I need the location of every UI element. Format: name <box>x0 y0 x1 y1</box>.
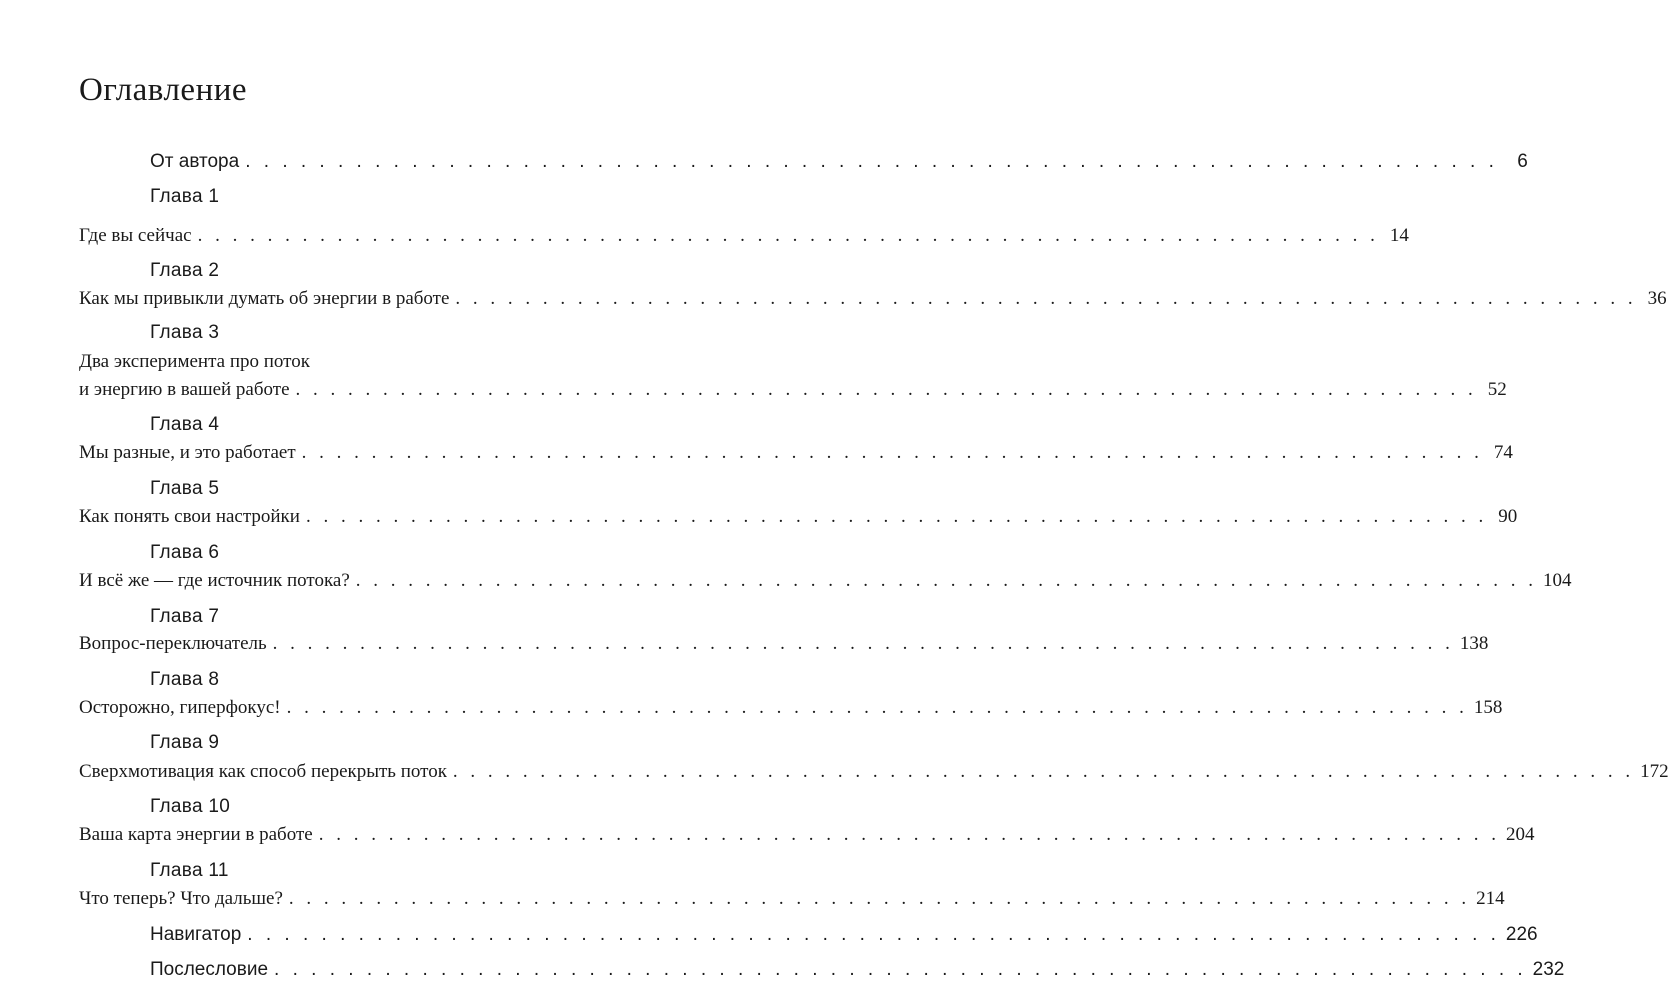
chapter-label: Глава 5 <box>150 478 220 499</box>
toc-entry-title: Что теперь? Что дальше? <box>79 888 283 909</box>
dot-leader: . . . . . . . . . . . . . . . . . . . . . . . . . . . . . . . . . . . . . . . . . . . . . . . . . . . . . . . . . . . . . . . . . . . . <box>247 924 1500 945</box>
toc-entry-title-line-1[interactable]: Два эксперимента про поток <box>79 351 310 372</box>
toc-page-number: 90 <box>1498 506 1518 527</box>
toc-page-number: 158 <box>1473 697 1503 718</box>
dot-leader: . . . . . . . . . . . . . . . . . . . . . . . . . . . . . . . . . . . . . . . . . . . . . . . . . . . . . . . . . . . . . . . . . . . . <box>288 888 1471 909</box>
toc-entry-chapter-9[interactable] <box>79 761 1669 783</box>
toc-page-number: 138 <box>1459 633 1489 654</box>
toc-entry-title: Сверхмотивация как способ перекрыть поток <box>79 761 447 782</box>
chapter-label: Глава 4 <box>150 414 220 435</box>
chapter-label: Глава 2 <box>150 260 220 281</box>
chapter-label: Глава 7 <box>150 606 220 627</box>
chapter-label: Глава 8 <box>150 669 220 690</box>
toc-page-number: 104 <box>1543 570 1572 591</box>
chapter-label: Глава 3 <box>150 322 220 343</box>
toc-entry-chapter-10[interactable] <box>79 824 1535 846</box>
toc-entry-from-author[interactable] <box>150 151 1528 173</box>
dot-leader: . . . . . . . . . . . . . . . . . . . . . . . . . . . . . . . . . . . . . . . . . . . . . . . . . . . . . . . . . . . . . . . . . . . . <box>318 824 1500 845</box>
chapter-label: Глава 1 <box>150 186 220 207</box>
toc-page-number: 214 <box>1476 888 1505 909</box>
dot-leader: . . . . . . . . . . . . . . . . . . . . . . . . . . . . . . . . . . . . . . . . . . . . . . . . . . . . . . . . . . . . . . . . . . . . <box>245 151 1498 172</box>
dot-leader: . . . . . . . . . . . . . . . . . . . . . . . . . . . . . . . . . . . . . . . . . . . . . . . . . . . . . . . . . . . . . . . . . . . . <box>197 225 1379 246</box>
toc-page-number: 204 <box>1505 824 1535 845</box>
toc-entry-chapter-4[interactable] <box>79 442 1513 464</box>
toc-page-number: 226 <box>1505 924 1538 945</box>
toc-entry-title-line-2: и энергию в вашей работе <box>79 379 290 400</box>
toc-entry-chapter-7[interactable] <box>79 633 1489 655</box>
dot-leader: . . . . . . . . . . . . . . . . . . . . . . . . . . . . . . . . . . . . . . . . . . . . . . . . . . . . . . . . . . . . . . . . . . . . <box>452 761 1635 782</box>
toc-entry-title: Послесловие <box>150 959 269 980</box>
chapter-label: Глава 6 <box>150 542 220 563</box>
dot-leader: . . . . . . . . . . . . . . . . . . . . . . . . . . . . . . . . . . . . . . . . . . . . . . . . . . . . . . . . . . . . . . . . . . . . <box>286 697 1468 718</box>
toc-entry-chapter-2[interactable] <box>79 288 1667 310</box>
toc-page-number: 36 <box>1647 288 1667 309</box>
toc-entry-title: Ваша карта энергии в работе <box>79 824 313 845</box>
toc-entry-title: Как понять свои настройки <box>79 506 300 527</box>
toc-page-number: 172 <box>1640 761 1669 782</box>
toc-entry-chapter-5[interactable] <box>79 506 1518 528</box>
toc-entry-title: Где вы сейчас <box>79 225 192 246</box>
toc-entry-title: Как мы привыкли думать об энергии в работе <box>79 288 450 309</box>
dot-leader: . . . . . . . . . . . . . . . . . . . . . . . . . . . . . . . . . . . . . . . . . . . . . . . . . . . . . . . . . . . . . . . . . . . . <box>455 288 1637 309</box>
toc-entry-title: Навигатор <box>150 924 242 945</box>
dot-leader: . . . . . . . . . . . . . . . . . . . . . . . . . . . . . . . . . . . . . . . . . . . . . . . . . . . . . . . . . . . . . . . . . . . . <box>274 959 1527 980</box>
chapter-label: Глава 10 <box>150 796 231 817</box>
toc-entry-afterword[interactable] <box>150 959 1565 981</box>
chapter-label: Глава 11 <box>150 860 229 881</box>
toc-entry-chapter-1[interactable] <box>79 225 1409 247</box>
toc-page-number: 52 <box>1487 379 1507 400</box>
dot-leader: . . . . . . . . . . . . . . . . . . . . . . . . . . . . . . . . . . . . . . . . . . . . . . . . . . . . . . . . . . . . . . . . . . . . <box>355 570 1538 591</box>
toc-page-number: 74 <box>1493 442 1513 463</box>
chapter-label: Глава 9 <box>150 732 220 753</box>
dot-leader: . . . . . . . . . . . . . . . . . . . . . . . . . . . . . . . . . . . . . . . . . . . . . . . . . . . . . . . . . . . . . . . . . . . . <box>305 506 1488 527</box>
toc-entry-chapter-6[interactable] <box>79 570 1572 592</box>
toc-page-number: 14 <box>1389 225 1409 246</box>
page-title: Оглавление <box>79 72 248 108</box>
toc-page-number: 232 <box>1532 959 1565 980</box>
toc-entry-title: И всё же — где источник потока? <box>79 570 350 591</box>
dot-leader: . . . . . . . . . . . . . . . . . . . . . . . . . . . . . . . . . . . . . . . . . . . . . . . . . . . . . . . . . . . . . . . . . . . . <box>301 442 1483 463</box>
toc-entry-title: Мы разные, и это работает <box>79 442 296 463</box>
toc-entry-chapter-8[interactable] <box>79 697 1503 719</box>
toc-entry-title: Осторожно, гиперфокус! <box>79 697 281 718</box>
toc-entry-title: Вопрос-переключатель <box>79 633 267 654</box>
toc-page-number: 6 <box>1517 151 1528 172</box>
toc-entry-navigator[interactable] <box>150 924 1538 946</box>
dot-leader: . . . . . . . . . . . . . . . . . . . . . . . . . . . . . . . . . . . . . . . . . . . . . . . . . . . . . . . . . . . . . . . . . . . . <box>272 633 1454 654</box>
dot-leader: . . . . . . . . . . . . . . . . . . . . . . . . . . . . . . . . . . . . . . . . . . . . . . . . . . . . . . . . . . . . . . . . . . . . <box>295 379 1477 400</box>
toc-entry-chapter-11[interactable] <box>79 888 1505 910</box>
toc-entry-title: От автора <box>150 151 240 172</box>
toc-entry-chapter-3[interactable] <box>79 379 1507 401</box>
